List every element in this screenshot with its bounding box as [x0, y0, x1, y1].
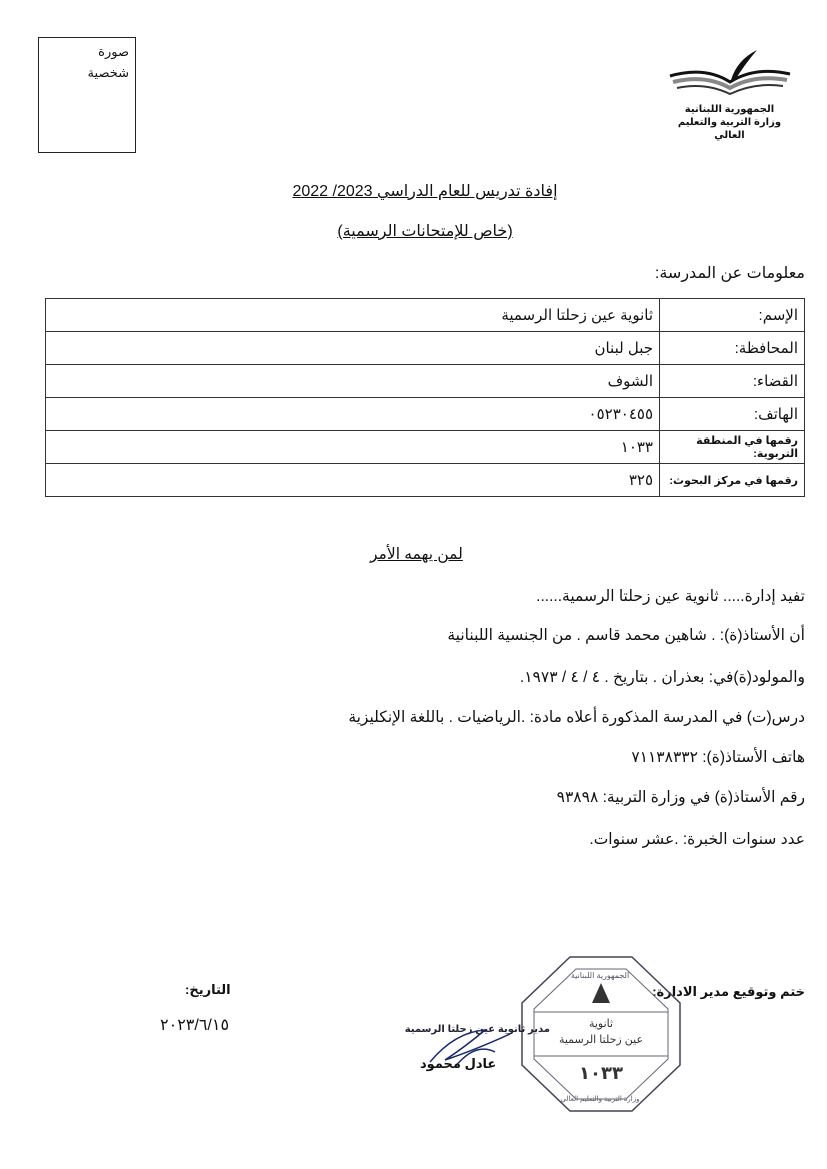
signature-name: عادل محمود: [420, 1056, 497, 1071]
logo-republic-text: الجمهورية اللبنانية: [684, 104, 775, 115]
to-whom-heading: لمن يهمه الأمر: [370, 546, 463, 563]
logo-ministry-text: وزارة التربية والتعليم العالي: [677, 117, 782, 141]
table-row: [46, 398, 805, 431]
stamp-number: ١٠٣٣: [579, 1063, 623, 1083]
body-line-teacher-phone: هاتف الأستاذ(ة): ٧١١٣٨٣٣٢: [631, 749, 805, 766]
body-line-ministry-number: رقم الأستاذ(ة) في وزارة التربية: ٩٣٨٩٨: [556, 789, 805, 806]
school-info-table: [45, 298, 805, 497]
body-line-birth: والمولود(ة)في: بعذران . بتاريخ . ٤ / ٤ / ١٩٧٣.: [519, 669, 805, 686]
stamp-school-label: ثانوية: [588, 1018, 614, 1030]
value-name: ثانوية عين زحلتا الرسمية: [46, 299, 660, 332]
date-value: ٢٠٢٣/٦/١٥: [160, 1017, 230, 1034]
label-region-number: رقمها في المنطقة التربوية:: [660, 431, 805, 464]
stamp-school-name: عين زحلتا الرسمية: [558, 1034, 644, 1046]
table-row: [46, 464, 805, 497]
principal-signature: [380, 1018, 550, 1078]
label-research-center-number: رقمها في مركز البحوث:: [660, 464, 805, 497]
signature-title: مدير ثانوية عين زحلتا الرسمية: [404, 1024, 550, 1035]
value-region-number: ١٠٣٣: [46, 431, 660, 464]
date-label: التاريخ:: [185, 982, 231, 997]
body-line-experience: عدد سنوات الخبرة: .عشر سنوات.: [589, 831, 805, 848]
stamp-signature-label: ختم وتوقيع مدير الادارة:: [652, 984, 805, 999]
open-book-quill-icon: [665, 48, 795, 98]
value-research-center-number: ٣٢٥: [46, 464, 660, 497]
personal-photo-box: [38, 37, 136, 153]
value-phone: ٠٥٢٣٠٤٥٥: [46, 398, 660, 431]
value-governorate: جبل لبنان: [46, 332, 660, 365]
table-row: [46, 431, 805, 464]
body-line-subject: درس(ت) في المدرسة المذكورة أعلاه مادة: .الرياضيات . باللغة الإنكليزية: [348, 709, 805, 726]
ministry-logo: [662, 48, 797, 141]
stamp-ring-bottom: وزارة التربية والتعليم العالي: [560, 1096, 640, 1103]
stamp-ring-top: الجمهورية اللبنانية: [570, 971, 630, 980]
cedar-icon: [592, 983, 610, 1003]
label-governorate: المحافظة:: [660, 332, 805, 365]
body-line-administration: تفيد إدارة..... ثانوية عين زحلتا الرسمية......: [536, 588, 805, 605]
table-row: [46, 299, 805, 332]
school-info-heading: معلومات عن المدرسة:: [654, 265, 805, 282]
label-phone: الهاتف:: [660, 398, 805, 431]
value-district: الشوف: [46, 365, 660, 398]
page-subtitle: (خاص للإمتحانات الرسمية): [337, 223, 513, 240]
photo-label-line1: صورة: [98, 44, 129, 59]
label-district: القضاء:: [660, 365, 805, 398]
table-row: [46, 365, 805, 398]
body-line-teacher-name: أن الأستاذ(ة): . شاهين محمد قاسم . من الجنسية اللبنانية: [447, 627, 805, 644]
page-title: إفادة تدريس للعام الدراسي 2023/ 2022: [292, 183, 558, 200]
photo-label-line2: شخصية: [87, 65, 129, 80]
label-name: الإسم:: [660, 299, 805, 332]
table-row: [46, 332, 805, 365]
